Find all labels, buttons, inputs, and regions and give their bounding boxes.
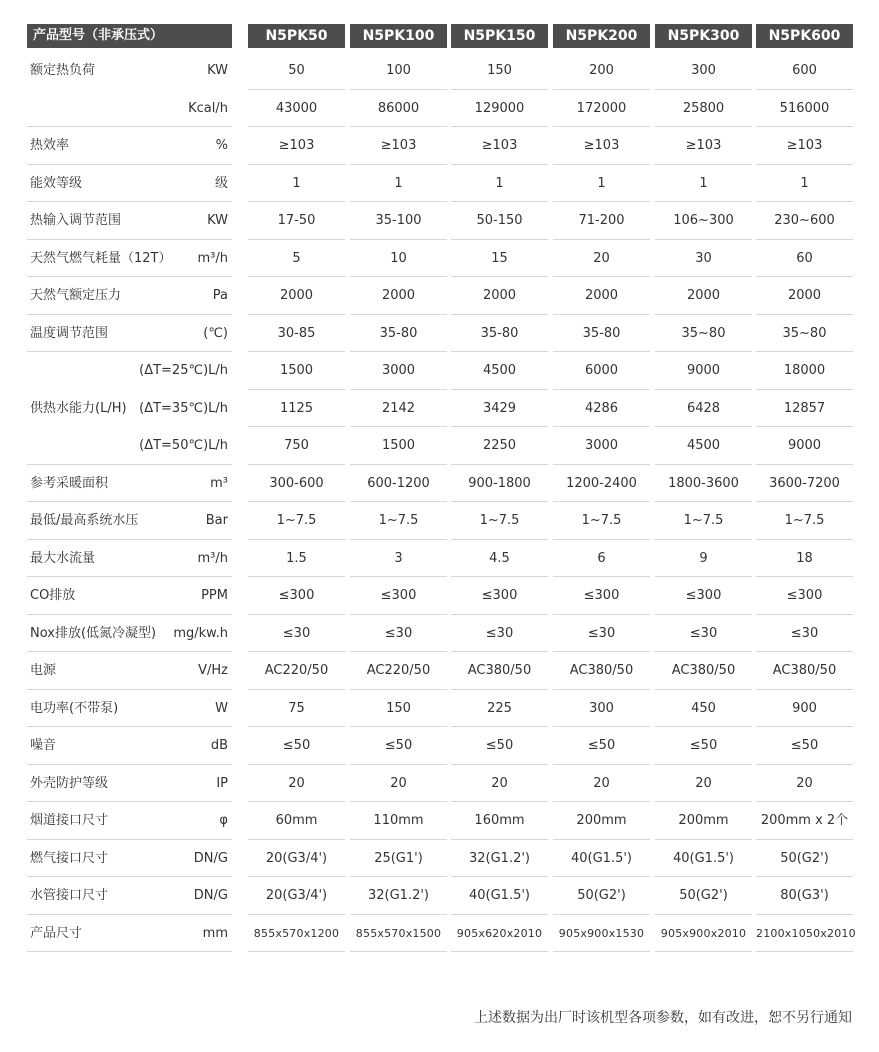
value-cell: AC220/50 — [350, 652, 447, 690]
value-cell: 40(G1.5') — [451, 877, 548, 915]
value-cell: 2000 — [451, 277, 548, 315]
row-label — [27, 240, 232, 278]
value-cell: ≥103 — [655, 127, 752, 165]
table-row — [0, 877, 879, 915]
value-cell: AC220/50 — [248, 652, 345, 690]
row-unit: m³ — [210, 475, 228, 491]
row-unit: (ΔT=25℃)L/h — [139, 363, 228, 378]
row-unit: V/Hz — [198, 663, 228, 678]
value-cell: 20 — [350, 765, 447, 803]
row-label — [27, 165, 232, 203]
row-unit: (ΔT=50℃)L/h — [139, 438, 228, 453]
header-model-2: N5PK100 — [350, 24, 447, 48]
row-label — [27, 390, 232, 428]
value-cell: 1200-2400 — [553, 465, 650, 503]
table-row — [0, 727, 879, 765]
row-label — [27, 315, 232, 353]
value-cell: 1 — [553, 165, 650, 203]
value-cell: 5 — [248, 240, 345, 278]
value-cell: ≤50 — [553, 727, 650, 765]
table-row — [0, 577, 879, 615]
value-cell: ≤300 — [655, 577, 752, 615]
value-cell: 1~7.5 — [350, 502, 447, 540]
row-unit: Bar — [205, 513, 228, 528]
value-cell: 75 — [248, 690, 345, 728]
value-cell: 35~80 — [756, 315, 853, 353]
value-cell: 3429 — [451, 390, 548, 428]
value-cell: 50(G2') — [553, 877, 650, 915]
table-row — [0, 615, 879, 653]
value-cell: 172000 — [553, 90, 650, 128]
value-cell: 200mm — [655, 802, 752, 840]
row-label — [27, 652, 232, 690]
value-cell: 106~300 — [655, 202, 752, 240]
value-cell: 1 — [248, 165, 345, 203]
value-cell: 18 — [756, 540, 853, 578]
row-name: 最低/最高系统水压 — [30, 513, 139, 528]
value-cell: 900-1800 — [451, 465, 548, 503]
row-label — [27, 127, 232, 165]
row-label — [27, 52, 232, 90]
value-cell: 4.5 — [451, 540, 548, 578]
table-row — [0, 465, 879, 503]
row-name: 噪音 — [30, 738, 57, 753]
footer-note: 上述数据为出厂时该机型各项参数，如有改进，恕不另行通知 — [474, 1010, 852, 1026]
value-cell: ≤30 — [350, 615, 447, 653]
value-cell: ≤300 — [248, 577, 345, 615]
row-unit: 级 — [214, 175, 228, 191]
value-cell: 20 — [248, 765, 345, 803]
value-cell: 20 — [553, 765, 650, 803]
value-cell: 2142 — [350, 390, 447, 428]
value-cell: ≤300 — [451, 577, 548, 615]
value-cell: 20 — [655, 765, 752, 803]
value-cell: 2000 — [248, 277, 345, 315]
value-cell: 3000 — [553, 427, 650, 465]
row-name: 供热水能力(L/H) — [30, 400, 127, 416]
value-cell: ≤30 — [655, 615, 752, 653]
row-unit: W — [215, 700, 228, 716]
value-cell: 2000 — [553, 277, 650, 315]
value-cell: 1500 — [350, 427, 447, 465]
value-cell: AC380/50 — [655, 652, 752, 690]
value-cell: ≤50 — [350, 727, 447, 765]
value-cell: 6428 — [655, 390, 752, 428]
value-cell: 1.5 — [248, 540, 345, 578]
value-cell: 1500 — [248, 352, 345, 390]
value-cell: 60mm — [248, 802, 345, 840]
value-cell: 17-50 — [248, 202, 345, 240]
row-label — [27, 502, 232, 540]
value-cell: ≤30 — [756, 615, 853, 653]
value-cell: 300 — [655, 52, 752, 90]
row-unit: m³/h — [197, 250, 228, 266]
value-cell: 71-200 — [553, 202, 650, 240]
value-cell: 3000 — [350, 352, 447, 390]
value-cell: 855x570x1500 — [350, 915, 447, 953]
value-cell: 1125 — [248, 390, 345, 428]
value-cell: 110mm — [350, 802, 447, 840]
table-row — [0, 315, 879, 353]
value-cell: 35-80 — [350, 315, 447, 353]
value-cell: AC380/50 — [756, 652, 853, 690]
header-model-1: N5PK50 — [248, 24, 345, 48]
row-unit: (℃) — [203, 325, 228, 341]
row-unit: DN/G — [193, 850, 228, 866]
row-unit: KW — [207, 213, 228, 228]
row-unit: Pa — [212, 288, 228, 303]
table-row — [0, 502, 879, 540]
row-label — [27, 352, 232, 390]
value-cell: 1~7.5 — [655, 502, 752, 540]
value-cell: ≤30 — [451, 615, 548, 653]
value-cell: 160mm — [451, 802, 548, 840]
value-cell: ≤30 — [553, 615, 650, 653]
value-cell: 100 — [350, 52, 447, 90]
value-cell: ≥103 — [451, 127, 548, 165]
row-label — [27, 690, 232, 728]
value-cell: 18000 — [756, 352, 853, 390]
value-cell: 50(G2') — [756, 840, 853, 878]
row-name: 烟道接口尺寸 — [30, 813, 109, 828]
row-name: 燃气接口尺寸 — [30, 850, 109, 866]
value-cell: ≤50 — [248, 727, 345, 765]
header-model-6: N5PK600 — [756, 24, 853, 48]
row-name: Nox排放(低氮冷凝型) — [30, 625, 157, 641]
value-cell: ≤50 — [756, 727, 853, 765]
value-cell: 600 — [756, 52, 853, 90]
value-cell: 9000 — [655, 352, 752, 390]
value-cell: ≥103 — [756, 127, 853, 165]
row-unit: mg/kw.h — [173, 625, 228, 641]
table-row — [0, 127, 879, 165]
value-cell: ≥103 — [248, 127, 345, 165]
row-name: 能效等级 — [30, 175, 83, 191]
row-unit: Kcal/h — [188, 100, 228, 116]
value-cell: ≤50 — [451, 727, 548, 765]
value-cell: 1 — [451, 165, 548, 203]
header-model-4: N5PK200 — [553, 24, 650, 48]
value-cell: 3 — [350, 540, 447, 578]
value-cell: ≤30 — [248, 615, 345, 653]
value-cell: 20(G3/4') — [248, 840, 345, 878]
header-label: 产品型号（非承压式） — [27, 24, 232, 48]
value-cell: 80(G3') — [756, 877, 853, 915]
value-cell: AC380/50 — [451, 652, 548, 690]
row-unit: m³/h — [197, 550, 228, 566]
value-cell: 230~600 — [756, 202, 853, 240]
value-cell: 35~80 — [655, 315, 752, 353]
value-cell: 225 — [451, 690, 548, 728]
value-cell: 1 — [655, 165, 752, 203]
row-name: 水管接口尺寸 — [30, 888, 109, 903]
value-cell: ≤50 — [655, 727, 752, 765]
value-cell: 1~7.5 — [451, 502, 548, 540]
row-unit: dB — [210, 738, 228, 753]
table-row — [0, 840, 879, 878]
value-cell: 516000 — [756, 90, 853, 128]
value-cell: 450 — [655, 690, 752, 728]
row-name: 热输入调节范围 — [30, 213, 122, 228]
value-cell: 32(G1.2') — [350, 877, 447, 915]
value-cell: 3600-7200 — [756, 465, 853, 503]
value-cell: 200mm — [553, 802, 650, 840]
value-cell: 40(G1.5') — [553, 840, 650, 878]
value-cell: 1~7.5 — [756, 502, 853, 540]
row-label — [27, 577, 232, 615]
row-unit: φ — [219, 813, 228, 828]
value-cell: 750 — [248, 427, 345, 465]
value-cell: 50-150 — [451, 202, 548, 240]
value-cell: 900 — [756, 690, 853, 728]
value-cell: ≥103 — [553, 127, 650, 165]
value-cell: 30 — [655, 240, 752, 278]
value-cell: 2250 — [451, 427, 548, 465]
value-cell: 300-600 — [248, 465, 345, 503]
value-cell: 10 — [350, 240, 447, 278]
value-cell: 25800 — [655, 90, 752, 128]
table-row — [0, 240, 879, 278]
table-row — [0, 352, 879, 390]
table-row — [0, 90, 879, 128]
row-label — [27, 915, 232, 953]
value-cell: 1 — [350, 165, 447, 203]
table-row — [0, 802, 879, 840]
value-cell: 300 — [553, 690, 650, 728]
row-name: 天然气额定压力 — [30, 288, 122, 303]
table-row — [0, 765, 879, 803]
value-cell: 855x570x1200 — [248, 915, 345, 953]
value-cell: 150 — [451, 52, 548, 90]
table-row — [0, 690, 879, 728]
value-cell: 2100x1050x2010 — [756, 915, 853, 953]
value-cell: 86000 — [350, 90, 447, 128]
value-cell: 35-80 — [451, 315, 548, 353]
value-cell: 200mm x 2个 — [756, 802, 853, 840]
value-cell: ≤300 — [553, 577, 650, 615]
value-cell: 150 — [350, 690, 447, 728]
value-cell: 25(G1') — [350, 840, 447, 878]
value-cell: 6000 — [553, 352, 650, 390]
row-unit: % — [215, 138, 228, 153]
row-name: 产品尺寸 — [30, 925, 83, 941]
value-cell: 20 — [553, 240, 650, 278]
value-cell: 2000 — [655, 277, 752, 315]
row-unit: (ΔT=35℃)L/h — [139, 400, 228, 416]
value-cell: 2000 — [756, 277, 853, 315]
row-name: 热效率 — [30, 138, 70, 153]
row-unit: DN/G — [193, 888, 228, 903]
value-cell: 4500 — [451, 352, 548, 390]
table-row — [0, 165, 879, 203]
value-cell: 1~7.5 — [248, 502, 345, 540]
row-label — [27, 765, 232, 803]
table-row — [0, 202, 879, 240]
value-cell: ≤300 — [756, 577, 853, 615]
table-row — [0, 652, 879, 690]
row-label — [27, 540, 232, 578]
row-unit: IP — [216, 775, 228, 791]
table-row — [0, 540, 879, 578]
value-cell: 20 — [451, 765, 548, 803]
value-cell: 43000 — [248, 90, 345, 128]
value-cell: 35-100 — [350, 202, 447, 240]
value-cell: 60 — [756, 240, 853, 278]
value-cell: 2000 — [350, 277, 447, 315]
row-label — [27, 615, 232, 653]
value-cell: 15 — [451, 240, 548, 278]
value-cell: 200 — [553, 52, 650, 90]
value-cell: 1 — [756, 165, 853, 203]
value-cell: 50 — [248, 52, 345, 90]
value-cell: ≤300 — [350, 577, 447, 615]
value-cell: 129000 — [451, 90, 548, 128]
row-label — [27, 802, 232, 840]
value-cell: AC380/50 — [553, 652, 650, 690]
table-row — [0, 915, 879, 953]
row-name: 最大水流量 — [30, 550, 96, 566]
value-cell: 20 — [756, 765, 853, 803]
value-cell: 4500 — [655, 427, 752, 465]
row-label — [27, 427, 232, 465]
value-cell: 6 — [553, 540, 650, 578]
row-label — [27, 840, 232, 878]
row-name: 天然气燃气耗量（12T） — [30, 250, 172, 266]
table-row — [0, 427, 879, 465]
row-label — [27, 202, 232, 240]
row-name: 温度调节范围 — [30, 325, 109, 341]
row-label — [27, 877, 232, 915]
row-name: 外壳防护等级 — [30, 775, 109, 791]
row-name: 额定热负荷 — [30, 63, 96, 78]
value-cell: 1~7.5 — [553, 502, 650, 540]
value-cell: 1800-3600 — [655, 465, 752, 503]
value-cell: 40(G1.5') — [655, 840, 752, 878]
value-cell: 4286 — [553, 390, 650, 428]
row-name: 电功率(不带泵) — [30, 700, 119, 716]
value-cell: 905x900x1530 — [553, 915, 650, 953]
value-cell: 9 — [655, 540, 752, 578]
row-unit: mm — [202, 925, 228, 941]
row-label — [27, 277, 232, 315]
header-model-5: N5PK300 — [655, 24, 752, 48]
row-label — [27, 465, 232, 503]
value-cell: 12857 — [756, 390, 853, 428]
row-name: 电源 — [30, 663, 57, 678]
row-unit: PPM — [201, 588, 228, 603]
value-cell: 600-1200 — [350, 465, 447, 503]
table-row — [0, 390, 879, 428]
value-cell: 905x620x2010 — [451, 915, 548, 953]
value-cell: 32(G1.2') — [451, 840, 548, 878]
value-cell: 9000 — [756, 427, 853, 465]
value-cell: ≥103 — [350, 127, 447, 165]
row-unit: KW — [207, 63, 228, 78]
value-cell: 20(G3/4') — [248, 877, 345, 915]
row-name: CO排放 — [30, 588, 76, 603]
table-row — [0, 52, 879, 90]
value-cell: 30-85 — [248, 315, 345, 353]
header-model-3: N5PK150 — [451, 24, 548, 48]
row-label — [27, 727, 232, 765]
table-row — [0, 277, 879, 315]
value-cell: 35-80 — [553, 315, 650, 353]
value-cell: 905x900x2010 — [655, 915, 752, 953]
row-label — [27, 90, 232, 128]
value-cell: 50(G2') — [655, 877, 752, 915]
row-name: 参考采暖面积 — [30, 475, 109, 491]
